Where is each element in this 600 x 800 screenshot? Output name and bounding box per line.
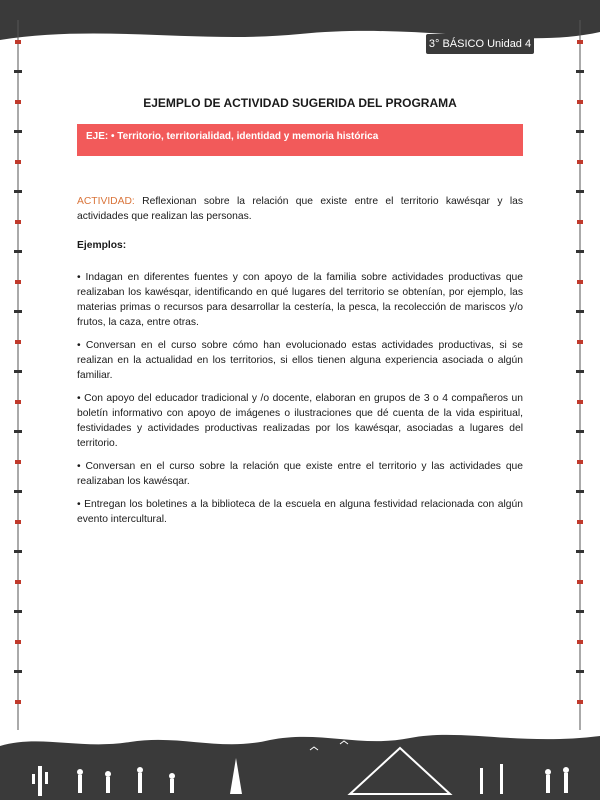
example-item: • Con apoyo del educador tradicional y /o docente, elaboran en grupos de 3 o 4 compañeros un boletín informativo con apoyo de imágenes o ilustraciones que dé cuenta de la vida espiritual, festividades y actividades productivas realizadas por los kawésqar, asociadas a lugares del territorio.	[77, 393, 523, 449]
example-item: • Entregan los boletines a la biblioteca de la escuela en alguna festividad relacionada con algún evento intercultural.	[77, 499, 523, 525]
example-item: • Conversan en el curso sobre la relación que existe entre el territorio y las actividades que realizaban los kawésqar.	[77, 461, 523, 487]
activity-paragraph	[77, 194, 523, 224]
example-item: • Conversan en el curso sobre cómo han evolucionado estas actividades productivas, si se realizan en la actualidad en los territorios, si ellos tienen alguna experiencia asociada o algún familiar.	[77, 340, 523, 381]
example-item: • Indagan en diferentes fuentes y con apoyo de la familia sobre actividades productivas que realizaban los kawésqar, identificando en qué lugares del territorio se obtenían, por ejemplo, las materias primas o recursos para desarrollar la cestería, la pesca, la recolección de mariscos y/o frutos, la caza, entre otras.	[77, 272, 523, 328]
eje-banner	[77, 124, 523, 156]
page-title: EJEMPLO DE ACTIVIDAD SUGERIDA DEL PROGRAMA	[143, 96, 457, 110]
left-decorative-border	[12, 20, 24, 730]
eje-text	[86, 131, 378, 142]
eje-value: • Territorio, territorialidad, identidad y memoria histórica	[111, 131, 379, 142]
activity-label: ACTIVIDAD:	[77, 196, 135, 207]
unit-badge: 3° BÁSICO Unidad 4	[426, 34, 534, 54]
eje-label: EJE:	[86, 131, 109, 142]
bottom-silhouette-band	[0, 728, 600, 800]
examples-title: Ejemplos:	[77, 240, 127, 251]
activity-text: Reflexionan sobre la relación que existe entre el territorio kawésqar y las actividades que realizan las personas.	[77, 196, 523, 222]
activity-content	[77, 194, 523, 535]
right-decorative-border	[574, 20, 586, 730]
